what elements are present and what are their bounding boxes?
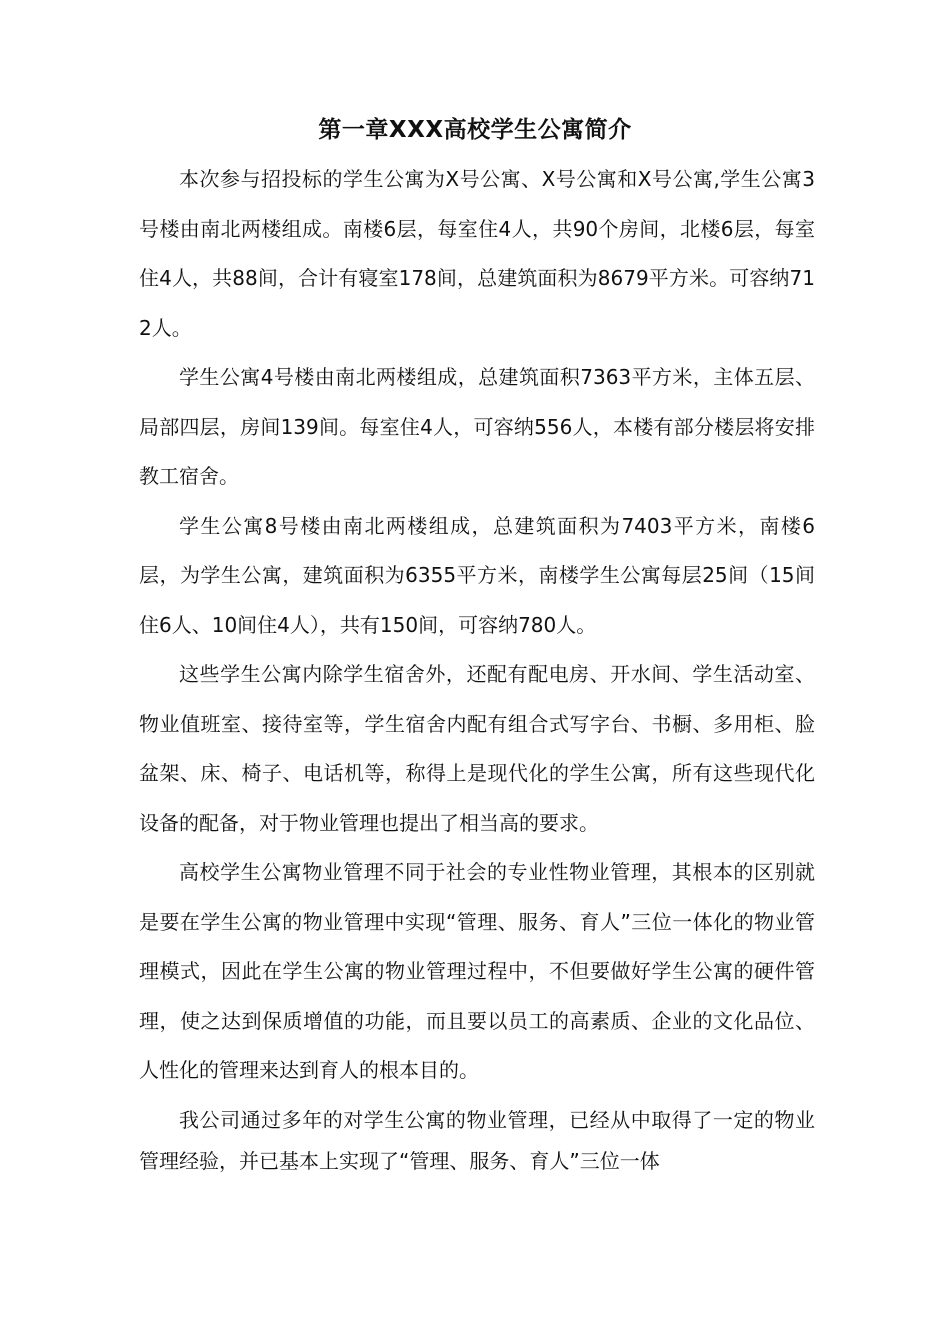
paragraph-3: 学生公寓8号楼由南北两楼组成，总建筑面积为7403平方米，南楼6层，为学生公寓，建筑面积为6355平方米，南楼学生公寓每层25间（15间住6人、10间住4人），共有150间，可容纳780人。	[139, 513, 815, 637]
chapter-title: 第一章XXX高校学生公寓简介	[318, 117, 632, 143]
paragraph-2: 学生公寓4号楼由南北两楼组成，总建筑面积7363平方米，主体五层、局部四层，房间139间。每室住4人，可容纳556人，本楼有部分楼层将安排教工宿舍。	[139, 365, 815, 488]
paragraph-4: 这些学生公寓内除学生宿舍外，还配有配电房、开水间、学生活动室、物业值班室、接待室等，学生宿舍内配有组合式写字台、书橱、多用柜、脸盆架、床、椅子、电话机等，称得上是现代化的学生公寓，所有这些现代化设备的配备，对于物业管理也提出了相当高的要求。	[139, 662, 815, 835]
document-body	[139, 155, 815, 1182]
paragraph-1: 本次参与招投标的学生公寓为X号公寓、X号公寓和X号公寓,学生公寓3号楼由南北两楼组成。南楼6层，每室住4人，共90个房间，北楼6层，每室住4人，共88间，合计有寝室178间，总建筑面积为8679平方米。可容纳712人。	[139, 167, 815, 340]
paragraph-5: 高校学生公寓物业管理不同于社会的专业性物业管理，其根本的区别就是要在学生公寓的物业管理中实现“管理、服务、育人”三位一体化的物业管理模式，因此在学生公寓的物业管理过程中，不但要做好学生公寓的硬件管理，使之达到保质增值的功能，而且要以员工的高素质、企业的文化品位、人性化的管理来达到育人的根本目的。	[139, 860, 815, 1082]
paragraph-6: 我公司通过多年的对学生公寓的物业管理，已经从中取得了一定的物业管理经验，并已基本上实现了“管理、服务、育人”三位一体	[139, 1107, 815, 1173]
